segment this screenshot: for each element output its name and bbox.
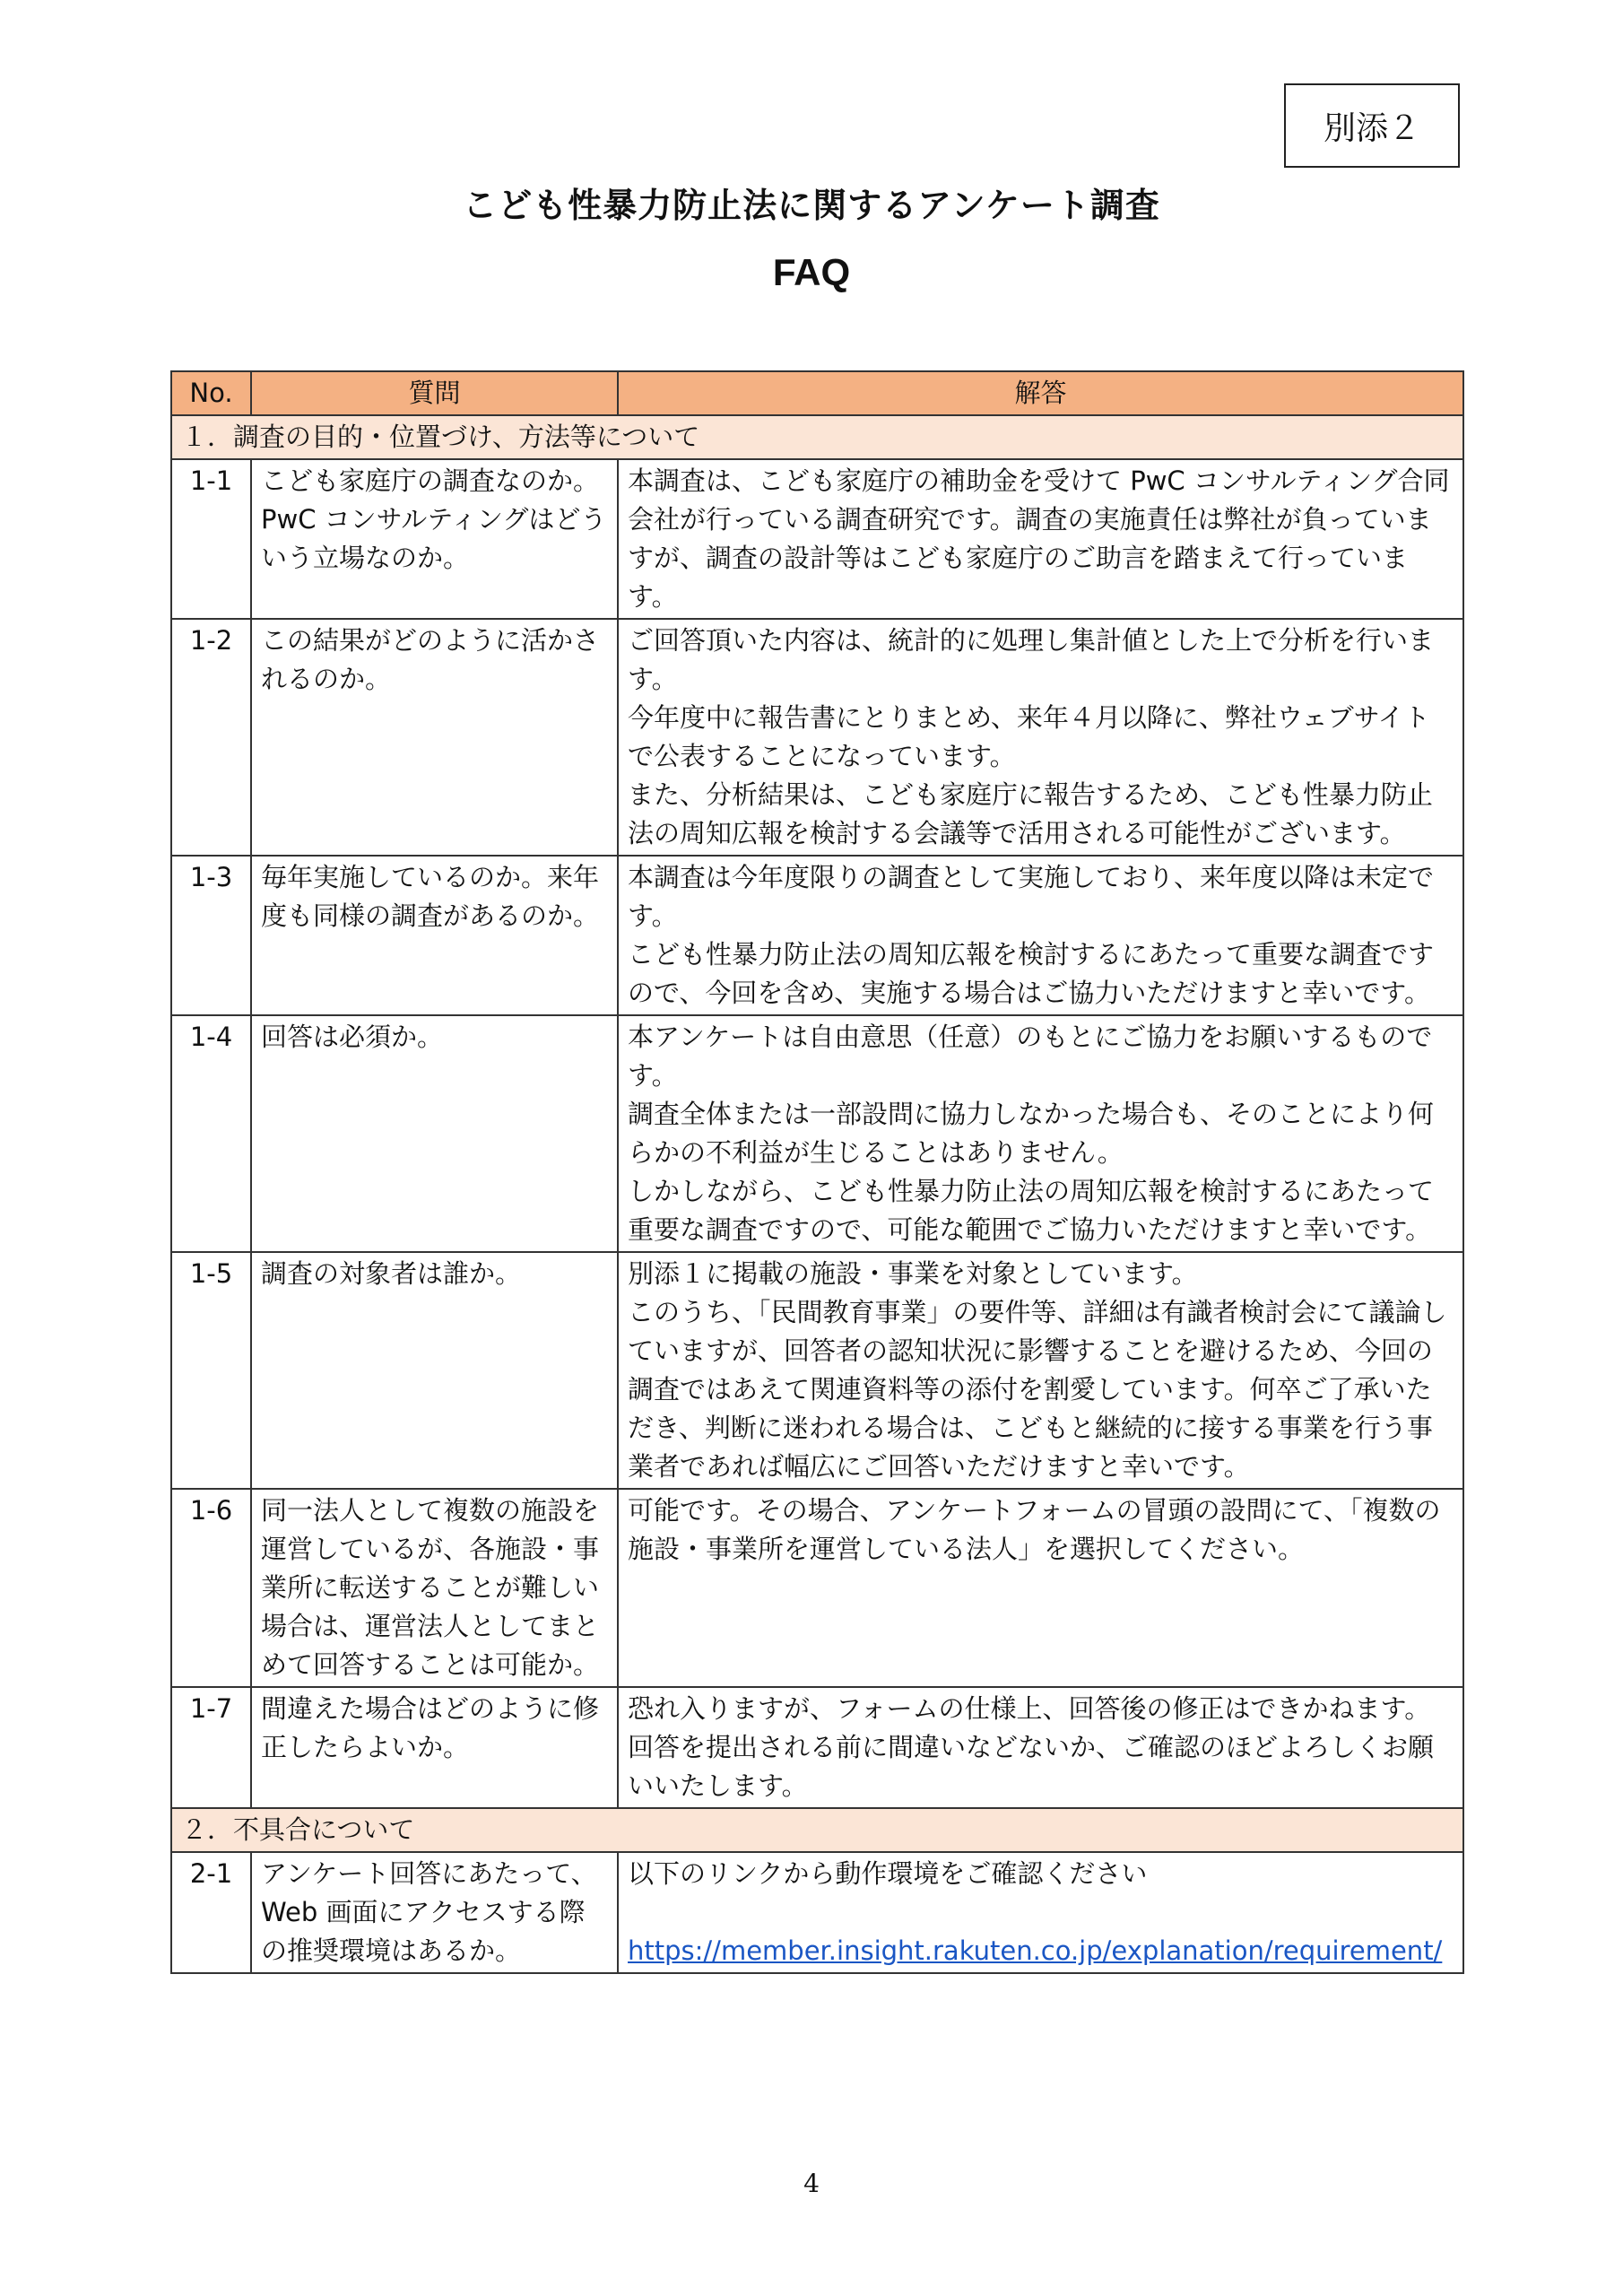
header-question: 質問: [251, 371, 618, 415]
answer-cell: [618, 1852, 1463, 1973]
attachment-label: 別添２: [1284, 83, 1460, 168]
question-cell: 調査の対象者は誰か。: [251, 1252, 618, 1489]
answer-paragraph: ご回答頂いた内容は、統計的に処理し集計値とした上で分析を行います。: [628, 625, 1435, 694]
table-row: [171, 619, 1463, 856]
question-cell: 同一法人として複数の施設を運営しているが、各施設・事業所に転送することが難しい場合は、運営法人としてまとめて回答することは可能か。: [251, 1489, 618, 1687]
faq-body: [171, 415, 1463, 1973]
row-number: 1-5: [171, 1252, 251, 1489]
table-row: [171, 1489, 1463, 1687]
answer-paragraph: また、分析結果は、こども家庭庁に報告するため、こども性暴力防止法の周知広報を検討する会議等で活用される可能性がございます。: [628, 779, 1433, 848]
section-row: [171, 415, 1463, 459]
question-cell: アンケート回答にあたって、Web 画面にアクセスする際の推奨環境はあるか。: [251, 1852, 618, 1973]
section-heading: １．調査の目的・位置づけ、方法等について: [171, 415, 1463, 459]
answer-paragraph: こども性暴力防止法の周知広報を検討するにあたって重要な調査ですので、今回を含め、実施する場合はご協力いただけますと幸いです。: [628, 939, 1435, 1008]
row-number: 1-4: [171, 1015, 251, 1252]
row-number: 1-2: [171, 619, 251, 856]
answer-cell: [618, 1489, 1463, 1687]
requirements-link[interactable]: https://member.insight.rakuten.co.jp/explanation/requirement/: [628, 1935, 1443, 1966]
page-number: 4: [803, 2169, 820, 2198]
table-row: [171, 856, 1463, 1015]
answer-cell: [618, 1015, 1463, 1252]
answer-paragraph: 別添１に掲載の施設・事業を対象としています。: [628, 1258, 1198, 1289]
answer-cell: [618, 459, 1463, 619]
answer-cell: [618, 856, 1463, 1015]
header-answer: 解答: [618, 371, 1463, 415]
answer-cell: [618, 619, 1463, 856]
answer-paragraph: 以下のリンクから動作環境をご確認ください: [628, 1858, 1148, 1889]
page-subtitle: FAQ: [772, 251, 851, 293]
question-cell: 毎年実施しているのか。来年度も同様の調査があるのか。: [251, 856, 618, 1015]
table-row: [171, 1252, 1463, 1489]
answer-paragraph: 本調査は今年度限りの調査として実施しており、来年度以降は未定です。: [628, 862, 1435, 931]
answer-cell: [618, 1687, 1463, 1808]
answer-paragraph: 回答を提出される前に間違いなどないか、ご確認のほどよろしくお願いいたします。: [628, 1732, 1435, 1801]
faq-table: [170, 370, 1464, 1974]
question-cell: 回答は必須か。: [251, 1015, 618, 1252]
answer-paragraph: 本調査は、こども家庭庁の補助金を受けて PwC コンサルティング合同会社が行っている調査研究です。調査の実施責任は弊社が負っていますが、調査の設計等はこども家庭庁のご助言を踏まえて行っています。: [628, 465, 1450, 612]
row-number: 1-1: [171, 459, 251, 619]
answer-paragraph: 今年度中に報告書にとりまとめ、来年４月以降に、弊社ウェブサイトで公表することになっています。: [628, 702, 1430, 771]
answer-paragraph: 可能です。その場合、アンケートフォームの冒頭の設問にて、「複数の施設・事業所を運営している法人」を選択してください。: [628, 1495, 1441, 1564]
question-cell: こども家庭庁の調査なのか。PwC コンサルティングはどういう立場なのか。: [251, 459, 618, 619]
table-header-row: [171, 371, 1463, 415]
spacer: [628, 1893, 1454, 1932]
answer-paragraph: このうち、「民間教育事業」の要件等、詳細は有識者検討会にて議論していますが、回答者の認知状況に影響することを避けるため、今回の調査ではあえて関連資料等の添付を割愛しています。何卒ご了承いただき、判断に迷われる場合は、こどもと継続的に接する事業を行う事業者であれば幅広にご回答いただけますと幸いです。: [628, 1297, 1447, 1482]
table-row: [171, 459, 1463, 619]
table-row: [171, 1687, 1463, 1808]
table-row: [171, 1015, 1463, 1252]
row-number: 1-6: [171, 1489, 251, 1687]
table-row: [171, 1852, 1463, 1973]
answer-paragraph: 本アンケートは自由意思（任意）のもとにご協力をお願いするものです。: [628, 1022, 1433, 1091]
question-cell: この結果がどのように活かされるのか。: [251, 619, 618, 856]
row-number: 1-3: [171, 856, 251, 1015]
answer-cell: [618, 1252, 1463, 1489]
page-title: こども性暴力防止法に関するアンケート調査: [463, 186, 1160, 225]
question-cell: 間違えた場合はどのように修正したらよいか。: [251, 1687, 618, 1808]
section-heading: ２．不具合について: [171, 1808, 1463, 1852]
row-number: 1-7: [171, 1687, 251, 1808]
answer-paragraph: 恐れ入りますが、フォームの仕様上、回答後の修正はできかねます。: [628, 1693, 1431, 1724]
row-number: 2-1: [171, 1852, 251, 1973]
header-no: No.: [171, 371, 251, 415]
answer-paragraph: しかしながら、こども性暴力防止法の周知広報を検討するにあたって重要な調査ですので、可能な範囲でご協力いただけますと幸いです。: [628, 1176, 1435, 1245]
answer-paragraph: 調査全体または一部設問に協力しなかった場合も、そのことにより何らかの不利益が生じることはありません。: [628, 1099, 1435, 1168]
section-row: [171, 1808, 1463, 1852]
